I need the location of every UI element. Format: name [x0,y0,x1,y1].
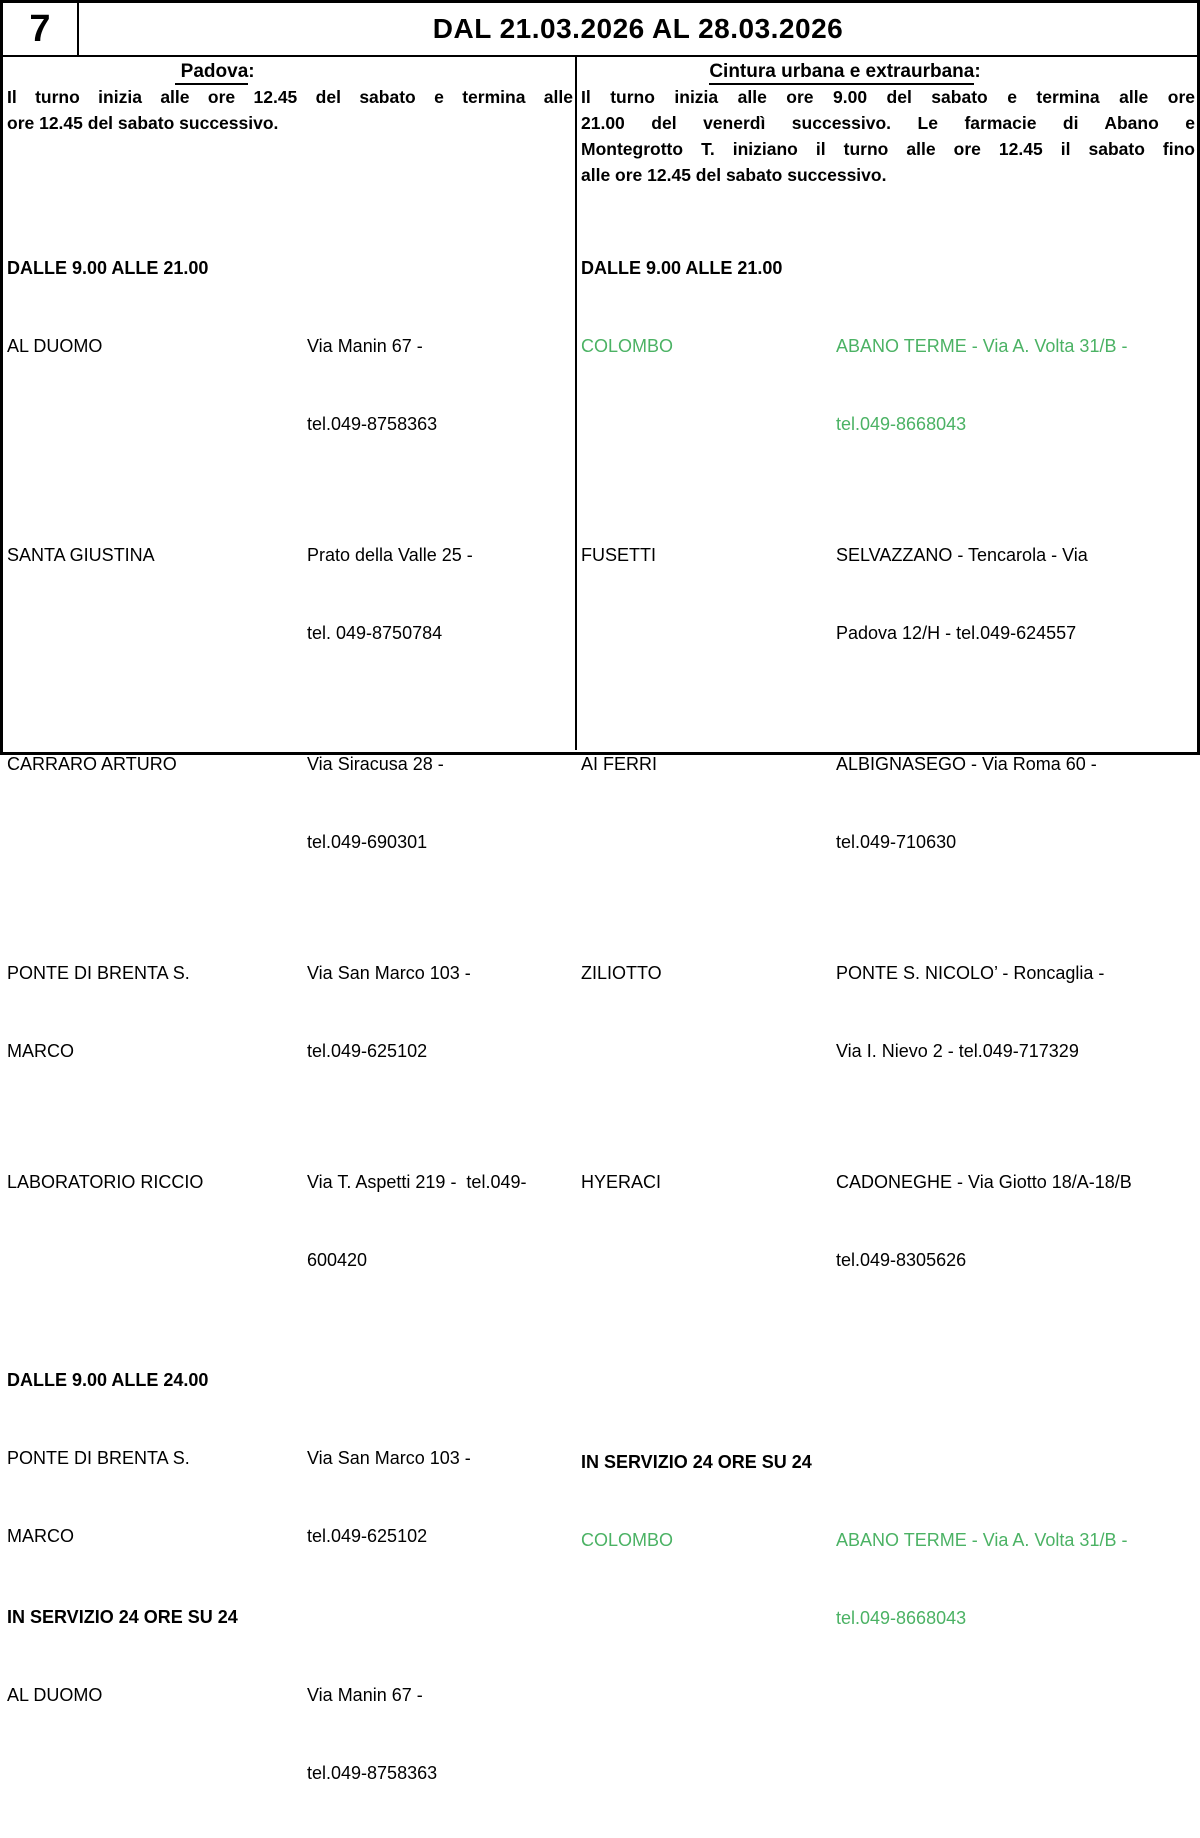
pharmacy-address: ALBIGNASEGO - Via Roma 60 - tel.049-710630 [836,754,1097,852]
pharmacy-name: SANTA GIUSTINA [7,545,155,565]
intro-line: 21.00 del venerdì successivo. Le farmacie di Abano e [581,113,1195,133]
pharmacy-address: Via Siracusa 28 - tel.049-690301 [307,754,444,852]
section-title-9-24: DALLE 9.00 ALLE 24.00 [7,1370,209,1390]
section-title-9-21: DALLE 9.00 ALLE 21.00 [7,258,209,278]
column-padova [3,57,577,1783]
pharmacy-entry [7,699,573,907]
section-title-24h: IN SERVIZIO 24 ORE SU 24 [7,1607,238,1627]
section-title-24h: IN SERVIZIO 24 ORE SU 24 [581,1452,812,1472]
intro-line: Il turno inizia alle ore 9.00 del sabato e termina alle ore [581,87,1195,107]
intro-line: Montegrotto T. iniziano il turno alle ore 12.45 il sabato fino [581,139,1195,159]
pharmacy-address: Via Manin 67 - tel.049-8758363 [307,1685,438,1783]
pharmacy-entry [581,908,1195,1116]
pharmacy-entry [7,281,573,489]
pharmacy-address: SELVAZZANO - Tencarola - Via Padova 12/H - tel.049-624557 [836,545,1088,643]
pharmacy-address: ABANO TERME - Via A. Volta 31/B - tel.049-8668043 [836,336,1128,434]
pharmacy-name: AL DUOMO [7,336,103,356]
pharmacy-entry [581,1117,1195,1325]
cintura-intro-paragraph [581,84,1195,188]
pharmacy-entry-highlighted [581,281,1195,489]
pharmacy-name: HYERACI [581,1172,662,1192]
pharmacy-name: FUSETTI [581,545,656,565]
zone-title-text: Cintura urbana e extraurbana [709,61,974,85]
pharmacy-address: ABANO TERME - Via A. Volta 31/B - tel.049-8668043 [836,1530,1128,1628]
intro-line: Il turno inizia alle ore 12.45 del sabato e termina alle [7,87,573,107]
pharmacy-address: Prato della Valle 25 - tel. 049-8750784 [307,545,473,643]
pharmacy-name: PONTE DI BRENTA S. MARCO [7,963,190,1061]
pharmacy-entry [7,1393,573,1601]
pharmacy-address: Via San Marco 103 - tel.049-625102 [307,963,471,1061]
intro-line: alle ore 12.45 del sabato successivo. [581,165,887,185]
zone-title-padova [7,60,423,84]
pharmacy-name: CARRARO ARTURO [7,754,177,774]
pharmacy-address: CADONEGHE - Via Giotto 18/A-18/B tel.049-8305626 [836,1172,1132,1270]
week-number: 7 [3,3,79,55]
pharmacy-name: PONTE DI BRENTA S. MARCO [7,1448,190,1546]
zone-title-colon: : [248,61,255,82]
pharmacy-entry [7,490,573,698]
column-cintura [577,57,1197,1628]
pharmacy-address: Via T. Aspetti 219 - tel.049- 600420 [307,1172,527,1270]
pharmacy-entry [7,1630,573,1838]
zone-title-colon: : [974,61,981,82]
pharmacy-name: COLOMBO [581,1530,674,1550]
pharmacy-entry [581,699,1195,907]
intro-line: ore 12.45 del sabato successivo. [7,113,279,133]
pharmacy-address: PONTE S. NICOLO’ - Roncaglia - Via I. Nievo 2 - tel.049-717329 [836,963,1105,1061]
pharmacy-address: Via Manin 67 - tel.049-8758363 [307,336,438,434]
pharmacy-name: LABORATORIO RICCIO [7,1172,204,1192]
schedule-body [3,57,1197,1783]
pharmacy-entry [7,1117,573,1325]
pharmacy-entry [581,490,1195,698]
pharmacy-name: COLOMBO [581,336,674,356]
zone-title-text: Padova [175,61,248,85]
pharmacy-name: AI FERRI [581,754,658,774]
padova-intro-paragraph [7,84,573,136]
zone-title-cintura [581,60,1109,84]
pharmacy-entry [7,908,573,1116]
pharmacy-name: ZILIOTTO [581,963,662,983]
section-title-9-21: DALLE 9.00 ALLE 21.00 [581,258,783,278]
pharmacy-address: Via San Marco 103 - tel.049-625102 [307,1448,471,1546]
pharmacy-name: AL DUOMO [7,1685,103,1705]
header-row [3,3,1197,57]
page-title: DAL 21.03.2026 AL 28.03.2026 [432,13,844,44]
pharmacy-entry-highlighted [581,1475,1195,1683]
